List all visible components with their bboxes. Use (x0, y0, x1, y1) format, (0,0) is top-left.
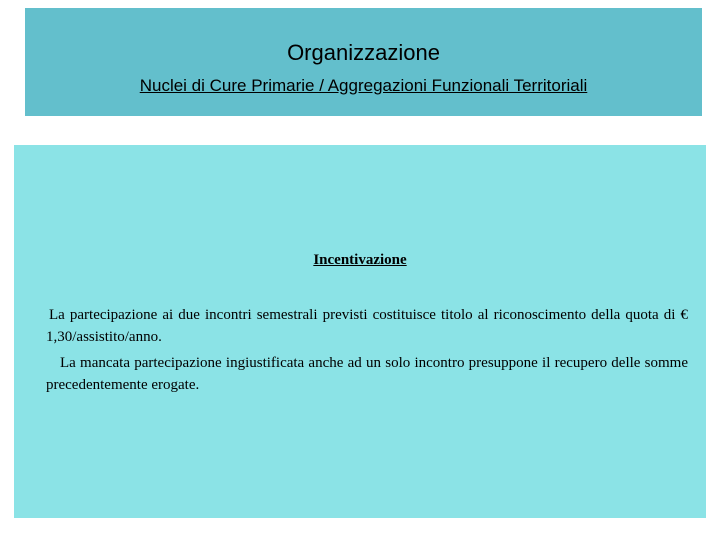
section-heading: Incentivazione (313, 252, 407, 268)
slide-subtitle: Nuclei di Cure Primarie / Aggregazioni Funzionali Territoriali (139, 76, 588, 95)
paragraph-absence: La mancata partecipazione ingiustificata anche ad un solo incontro presuppone il recupero delle somme precedentemente erogate. (46, 355, 688, 393)
paragraph-participation: La partecipazione ai due incontri semestrali previsti costituisce titolo al riconoscimento della quota di € 1,30/assistito/anno. (46, 307, 688, 345)
header-panel (25, 8, 702, 116)
content-panel (14, 145, 706, 518)
slide-title: Organizzazione (287, 40, 440, 65)
